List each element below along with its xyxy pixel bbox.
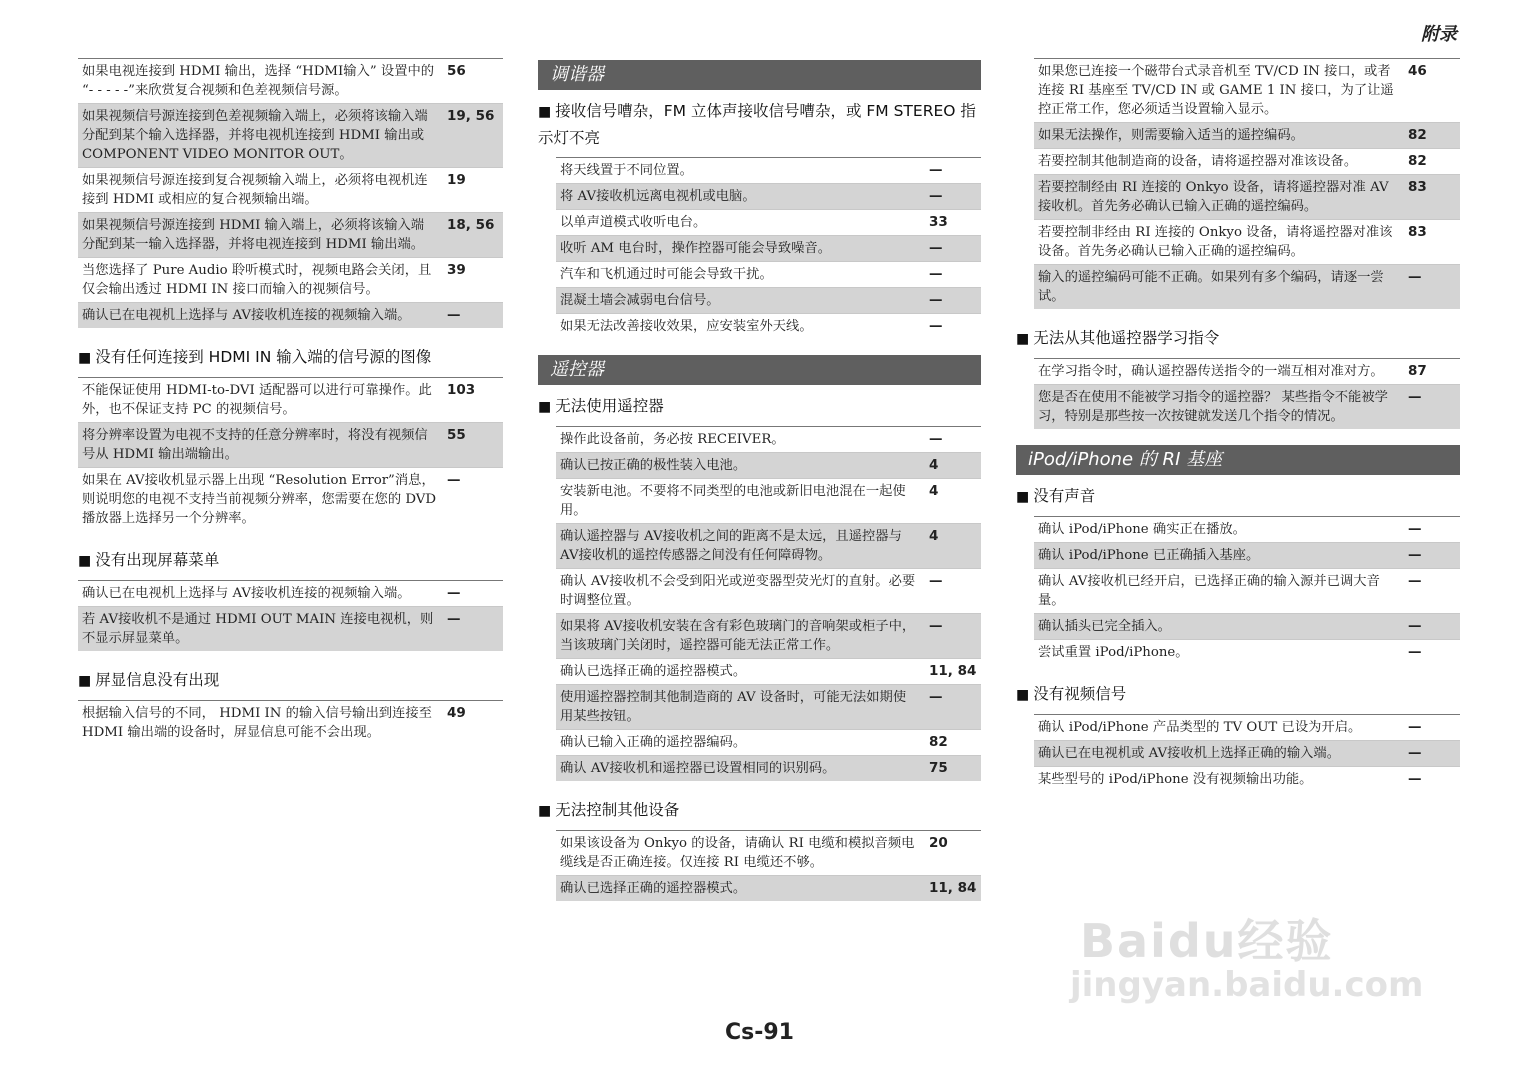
row-text: 如果将 AV接收机安装在含有彩色玻璃门的音响架或柜子中，当该玻璃门关闭时，遥控器可能无法正常工作。 <box>556 614 923 659</box>
row-text: 确认已在电视机上选择与 AV接收机连接的视频输入端。 <box>78 303 441 329</box>
table-row <box>78 258 503 303</box>
row-text: 安装新电池。不要将不同类型的电池或新旧电池混在一起使用。 <box>556 479 923 524</box>
row-text: 确认 AV接收机已经开启，已选择正确的输入源并已调大音量。 <box>1034 569 1402 614</box>
row-page-ref: — <box>1402 517 1460 543</box>
row-text: 确认已在电视机上选择与 AV接收机连接的视频输入端。 <box>78 581 441 607</box>
table-row <box>1034 385 1460 430</box>
table-row <box>556 184 981 210</box>
row-page-ref: 4 <box>923 479 981 524</box>
table-row <box>556 479 981 524</box>
row-page-ref: — <box>1402 715 1460 741</box>
table-row <box>556 659 981 685</box>
table-row <box>1034 543 1460 569</box>
table-row <box>1034 59 1460 123</box>
row-text: 如果您已连接一个磁带台式录音机至 TV/CD IN 接口，或者连接 RI 基座至 TV/CD IN 或 GAME 1 IN 接口，为了让遥控正常工作，您必须适当设置输入显示。 <box>1034 59 1402 123</box>
table-row <box>556 158 981 184</box>
row-text: 某些型号的 iPod/iPhone 没有视频输出功能。 <box>1034 767 1402 793</box>
row-page-ref: — <box>1402 741 1460 767</box>
table-row <box>1034 741 1460 767</box>
table-row <box>556 614 981 659</box>
table-row <box>1034 149 1460 175</box>
subhead-cannot-control-other: ■ 无法控制其他设备 <box>538 801 680 819</box>
column-right <box>1016 58 1460 808</box>
row-text: 确认已输入正确的遥控器编码。 <box>556 730 923 756</box>
row-page-ref: — <box>923 685 981 730</box>
row-text: 如果视频信号源连接到复合视频输入端上，必须将电视机连接到 HDMI 或相应的复合视频输出端。 <box>78 168 441 213</box>
table-remote <box>556 426 981 781</box>
table-row <box>78 468 503 532</box>
row-page-ref: — <box>1402 543 1460 569</box>
row-text: 若要控制其他制造商的设备，请将遥控器对准该设备。 <box>1034 149 1402 175</box>
row-page-ref: — <box>1402 640 1460 666</box>
table-remote-continued <box>1034 58 1460 309</box>
row-page-ref: 4 <box>923 453 981 479</box>
column-middle <box>538 58 981 917</box>
column-left <box>78 58 503 761</box>
table-other-devices <box>556 830 981 901</box>
table-no-hdmi-image <box>78 377 503 531</box>
row-text: 确认 AV接收机和遥控器已设置相同的识别码。 <box>556 756 923 782</box>
row-text: 若要控制非经由 RI 连接的 Onkyo 设备，请将遥控器对准该设备。首先务必确认已输入正确的遥控编码。 <box>1034 220 1402 265</box>
row-text: 如果无法改善接收效果，应安装室外天线。 <box>556 314 923 340</box>
row-page-ref: — <box>1402 569 1460 614</box>
row-page-ref: — <box>1402 265 1460 310</box>
section-banner-tuner: 调谐器 <box>538 60 981 90</box>
watermark-line2: jingyan.baidu.com <box>1070 965 1424 1005</box>
row-text: 确认 iPod/iPhone 产品类型的 TV OUT 已设为开启。 <box>1034 715 1402 741</box>
row-text: 确认 iPod/iPhone 确实正在播放。 <box>1034 517 1402 543</box>
row-text: 尝试重置 iPod/iPhone。 <box>1034 640 1402 666</box>
row-text: 以单声道模式收听电台。 <box>556 210 923 236</box>
row-page-ref: 75 <box>923 756 981 782</box>
subhead-tuner-noise: ■ 接收信号嘈杂，FM 立体声接收信号嘈杂，或 FM STEREO 指示灯不亮 <box>538 102 976 147</box>
table-row <box>1034 767 1460 793</box>
square-bullet-icon: ■ <box>538 803 552 819</box>
table-row <box>556 262 981 288</box>
square-bullet-icon: ■ <box>78 673 92 689</box>
section-banner-ipod-dock: iPod/iPhone 的 RI 基座 <box>1016 445 1460 475</box>
table-row <box>78 423 503 468</box>
row-page-ref: 20 <box>923 831 981 876</box>
subhead-no-osd-menu: ■ 没有出现屏幕菜单 <box>78 551 220 569</box>
row-text: 当您选择了 Pure Audio 聆听模式时，视频电路会关闭，且仅会输出透过 HDMI IN 接口而输入的视频信号。 <box>78 258 441 303</box>
table-no-video <box>1034 714 1460 792</box>
row-page-ref: 82 <box>1402 149 1460 175</box>
square-bullet-icon: ■ <box>538 104 552 120</box>
row-text: 混凝土墙会减弱电台信号。 <box>556 288 923 314</box>
table-row <box>78 59 503 104</box>
table-row <box>556 756 981 782</box>
row-page-ref: — <box>1402 767 1460 793</box>
table-row <box>78 168 503 213</box>
row-text: 若要控制经由 RI 连接的 Onkyo 设备，请将遥控器对准 AV接收机。首先务必确认已输入正确的遥控编码。 <box>1034 175 1402 220</box>
row-page-ref: 19, 56 <box>441 104 503 168</box>
table-row <box>78 607 503 652</box>
table-row <box>78 213 503 258</box>
row-text: 将 AV接收机远离电视机或电脑。 <box>556 184 923 210</box>
row-page-ref: 49 <box>441 701 503 746</box>
square-bullet-icon: ■ <box>1016 489 1030 505</box>
appendix-label: 附录 <box>1421 24 1457 45</box>
square-bullet-icon: ■ <box>78 553 92 569</box>
row-page-ref: — <box>923 288 981 314</box>
row-page-ref: 33 <box>923 210 981 236</box>
row-page-ref: 46 <box>1402 59 1460 123</box>
row-page-ref: 19 <box>441 168 503 213</box>
table-row <box>1034 614 1460 640</box>
row-page-ref: — <box>1402 614 1460 640</box>
row-page-ref: — <box>441 303 503 329</box>
square-bullet-icon: ■ <box>78 350 92 366</box>
baidu-watermark <box>1070 905 1430 1015</box>
row-page-ref: 39 <box>441 258 503 303</box>
table-row <box>556 288 981 314</box>
row-page-ref: — <box>923 158 981 184</box>
table-tuner <box>556 157 981 339</box>
row-page-ref: 83 <box>1402 175 1460 220</box>
row-page-ref: — <box>923 569 981 614</box>
table-row <box>556 210 981 236</box>
row-page-ref: 87 <box>1402 359 1460 385</box>
table-row <box>1034 359 1460 385</box>
row-text: 在学习指令时，确认遥控器传送指令的一端互相对准对方。 <box>1034 359 1402 385</box>
table-row <box>556 524 981 569</box>
table-row <box>556 730 981 756</box>
row-page-ref: — <box>923 314 981 340</box>
row-text: 若 AV接收机不是通过 HDMI OUT MAIN 连接电视机，则不显示屏显菜单。 <box>78 607 441 652</box>
row-text: 确认 iPod/iPhone 已正确插入基座。 <box>1034 543 1402 569</box>
row-text: 收听 AM 电台时，操作控器可能会导致噪音。 <box>556 236 923 262</box>
row-text: 如果在 AV接收机显示器上出现 “Resolution Error”消息，则说明您的电视不支持当前视频分辨率，您需要在您的 DVD 播放器上选择另一个分辨率。 <box>78 468 441 532</box>
row-page-ref: — <box>441 581 503 607</box>
row-text: 如果视频信号源连接到色差视频输入端上，必须将该输入端分配到某个输入选择器，并将电视机连接到 HDMI 输出或 COMPONENT VIDEO MONITOR OUT。 <box>78 104 441 168</box>
table-row <box>1034 517 1460 543</box>
row-text: 操作此设备前，务必按 RECEIVER。 <box>556 427 923 453</box>
row-text: 不能保证使用 HDMI-to-DVI 适配器可以进行可靠操作。此外，也不保证支持 PC 的视频信号。 <box>78 378 441 423</box>
table-row <box>556 427 981 453</box>
row-page-ref: 11, 84 <box>923 876 981 902</box>
table-learn <box>1034 358 1460 429</box>
row-page-ref: 18, 56 <box>441 213 503 258</box>
row-text: 您是否在使用不能被学习指令的遥控器？ 某些指令不能被学习，特别是那些按一次按键就发送几个指令的情况。 <box>1034 385 1402 430</box>
table-row <box>1034 715 1460 741</box>
table-row <box>1034 265 1460 310</box>
square-bullet-icon: ■ <box>1016 687 1030 703</box>
subhead-no-sound: ■ 没有声音 <box>1016 487 1096 505</box>
table-row <box>78 303 503 329</box>
row-page-ref: 55 <box>441 423 503 468</box>
row-text: 确认遥控器与 AV接收机之间的距离不是太远，且遥控器与 AV接收机的遥控传感器之间没有任何障碍物。 <box>556 524 923 569</box>
square-bullet-icon: ■ <box>538 399 552 415</box>
table-row <box>556 236 981 262</box>
row-text: 汽车和飞机通过时可能会导致干扰。 <box>556 262 923 288</box>
row-text: 如果电视连接到 HDMI 输出，选择 “HDMI输入” 设置中的 “- - - - -”来欣赏复合视频和色差视频信号源。 <box>78 59 441 104</box>
page-number: Cs-91 <box>725 1020 794 1045</box>
table-row <box>78 701 503 746</box>
row-text: 如果视频信号源连接到 HDMI 输入端上，必须将该输入端分配到某一输入选择器，并将电视连接到 HDMI 输出端。 <box>78 213 441 258</box>
subhead-remote-unusable: ■ 无法使用遥控器 <box>538 397 664 415</box>
table-row <box>556 876 981 902</box>
table-hdmi-video <box>78 58 503 328</box>
row-page-ref: 103 <box>441 378 503 423</box>
row-page-ref: — <box>923 614 981 659</box>
watermark-line1: Baidu经验 <box>1080 914 1334 968</box>
row-page-ref: — <box>923 184 981 210</box>
row-text: 将分辨率设置为电视不支持的任意分辨率时，将没有视频信号从 HDMI 输出端输出。 <box>78 423 441 468</box>
row-text: 如果无法操作，则需要输入适当的遥控编码。 <box>1034 123 1402 149</box>
row-text: 如果该设备为 Onkyo 的设备，请确认 RI 电缆和模拟音频电缆线是否正确连接。仅连接 RI 电缆还不够。 <box>556 831 923 876</box>
table-row <box>556 314 981 340</box>
row-text: 确认已选择正确的遥控器模式。 <box>556 659 923 685</box>
row-text: 确认已按正确的极性装入电池。 <box>556 453 923 479</box>
row-page-ref: — <box>441 607 503 652</box>
row-text: 确认已在电视机或 AV接收机上选择正确的输入端。 <box>1034 741 1402 767</box>
row-text: 输入的遥控编码可能不正确。如果列有多个编码，请逐一尝试。 <box>1034 265 1402 310</box>
table-row <box>78 104 503 168</box>
table-row <box>78 581 503 607</box>
table-no-osd-info <box>78 700 503 745</box>
table-row <box>556 831 981 876</box>
subhead-no-osd-info: ■ 屏显信息没有出现 <box>78 671 220 689</box>
row-page-ref: 83 <box>1402 220 1460 265</box>
table-no-sound <box>1034 516 1460 665</box>
row-text: 确认插头已完全插入。 <box>1034 614 1402 640</box>
row-page-ref: — <box>1402 385 1460 430</box>
row-text: 将天线置于不同位置。 <box>556 158 923 184</box>
row-page-ref: 82 <box>923 730 981 756</box>
table-row <box>556 569 981 614</box>
table-row <box>1034 220 1460 265</box>
row-page-ref: 56 <box>441 59 503 104</box>
table-row <box>78 378 503 423</box>
row-page-ref: 4 <box>923 524 981 569</box>
subhead-no-hdmi-image: ■ 没有任何连接到 HDMI IN 输入端的信号源的图像 <box>78 348 432 366</box>
table-row <box>1034 175 1460 220</box>
section-banner-remote: 遥控器 <box>538 355 981 385</box>
table-row <box>556 453 981 479</box>
row-page-ref: — <box>923 262 981 288</box>
table-row <box>1034 123 1460 149</box>
table-row <box>1034 569 1460 614</box>
row-text: 使用遥控器控制其他制造商的 AV 设备时，可能无法如期使用某些按钮。 <box>556 685 923 730</box>
row-page-ref: — <box>441 468 503 532</box>
subhead-cannot-learn: ■ 无法从其他遥控器学习指令 <box>1016 329 1220 347</box>
row-page-ref: 82 <box>1402 123 1460 149</box>
row-page-ref: 11, 84 <box>923 659 981 685</box>
square-bullet-icon: ■ <box>1016 331 1030 347</box>
table-row <box>556 685 981 730</box>
row-text: 确认 AV接收机不会受到阳光或逆变器型荧光灯的直射。必要时调整位置。 <box>556 569 923 614</box>
row-text: 根据输入信号的不同， HDMI IN 的输入信号输出到连接至 HDMI 输出端的设备时，屏显信息可能不会出现。 <box>78 701 441 746</box>
table-no-osd-menu <box>78 580 503 651</box>
row-page-ref: — <box>923 427 981 453</box>
subhead-no-video: ■ 没有视频信号 <box>1016 685 1127 703</box>
row-text: 确认已选择正确的遥控器模式。 <box>556 876 923 902</box>
row-page-ref: — <box>923 236 981 262</box>
table-row <box>1034 640 1460 666</box>
